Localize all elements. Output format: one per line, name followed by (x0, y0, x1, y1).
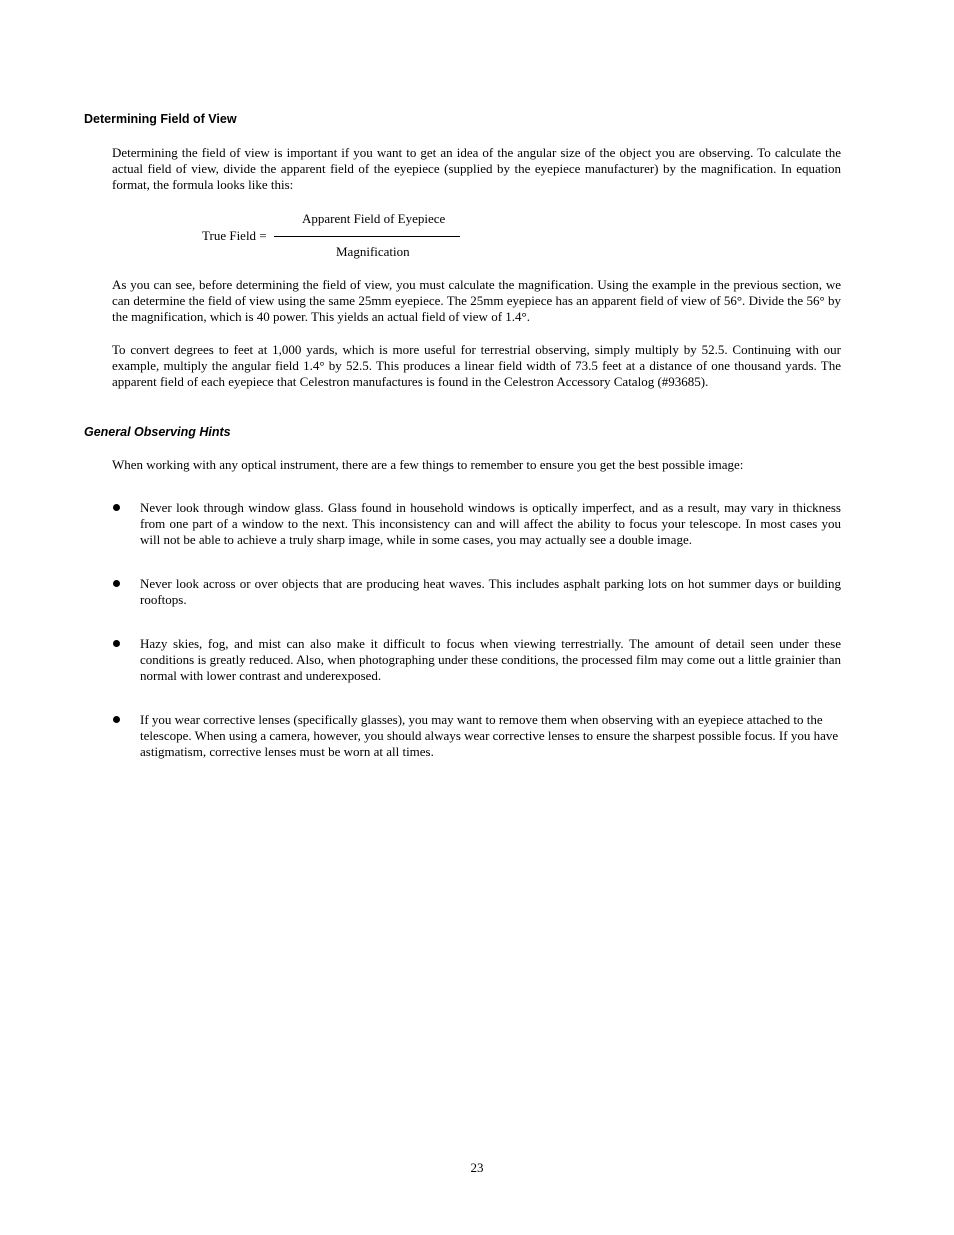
formula-denominator: Magnification (336, 244, 410, 259)
section-heading-field-of-view: Determining Field of View (84, 112, 237, 126)
section-heading-observing-hints: General Observing Hints (84, 425, 231, 439)
bullet-icon (113, 504, 120, 511)
paragraph-observing-hints-intro: When working with any optical instrument, there are a few things to remember to ensure you get the best possible image: (112, 457, 744, 472)
true-field-formula (202, 211, 502, 265)
bullet-icon (113, 640, 120, 647)
formula-numerator: Apparent Field of Eyepiece (302, 211, 446, 226)
paragraph-field-of-view-example: As you can see, before determining the field of view, you must calculate the magnification. Using the example in the previous section, we can determine the field of view using the same 25mm eyepiece. The 25mm eyepiece has an apparent field of view of 56°. Divide the 56° by the magnification, which is 40 power. This yields an actual field of view of 1.4°. (112, 277, 841, 325)
list-item-text: Never look through window glass. Glass found in household windows is optically imperfect, and as a result, may vary in thickness from one part of a window to the next. This inconsistency can and will affect the ability to focus your telescope. In most cases you will not be able to achieve a truly sharp image, while in some cases, you may actually see a double image. (140, 500, 841, 548)
formula-fraction-bar (274, 236, 460, 237)
list-item-text: Hazy skies, fog, and mist can also make it difficult to focus when viewing terrestrially. The amount of detail seen under these conditions is greatly reduced. Also, when photographing under these conditions, the processed film may come out a little grainier than normal with lower contrast and underexposed. (140, 636, 841, 684)
paragraph-degrees-to-feet: To convert degrees to feet at 1,000 yards, which is more useful for terrestrial observing, simply multiply by 52.5. Continuing with our example, multiply the angular field 1.4° by 52.5. This produces a linear field width of 73.5 feet at a distance of one thousand yards. The apparent field of each eyepiece that Celestron manufactures is found in the Celestron Accessory Catalog (#93685). (112, 342, 841, 390)
list-item-text: If you wear corrective lenses (specifically glasses), you may want to remove them when observing with an eyepiece attached to the telescope. When using a camera, however, you should always wear corrective lenses to ensure the sharpest possible focus. If you have astigmatism, corrective lenses must be worn at all times. (140, 712, 839, 760)
bullet-icon (113, 716, 120, 723)
paragraph-field-of-view-intro: Determining the field of view is important if you want to get an idea of the angular size of the object you are observing. To calculate the actual field of view, divide the apparent field of the eyepiece (supplied by the eyepiece manufacturer) by the magnification. In equation format, the formula looks like this: (112, 145, 841, 193)
formula-lhs: True Field = (202, 228, 267, 243)
page-number: 23 (470, 1160, 484, 1175)
list-item-text: Never look across or over objects that are producing heat waves. This includes asphalt parking lots on hot summer days or building rooftops. (140, 576, 841, 608)
bullet-icon (113, 580, 120, 587)
